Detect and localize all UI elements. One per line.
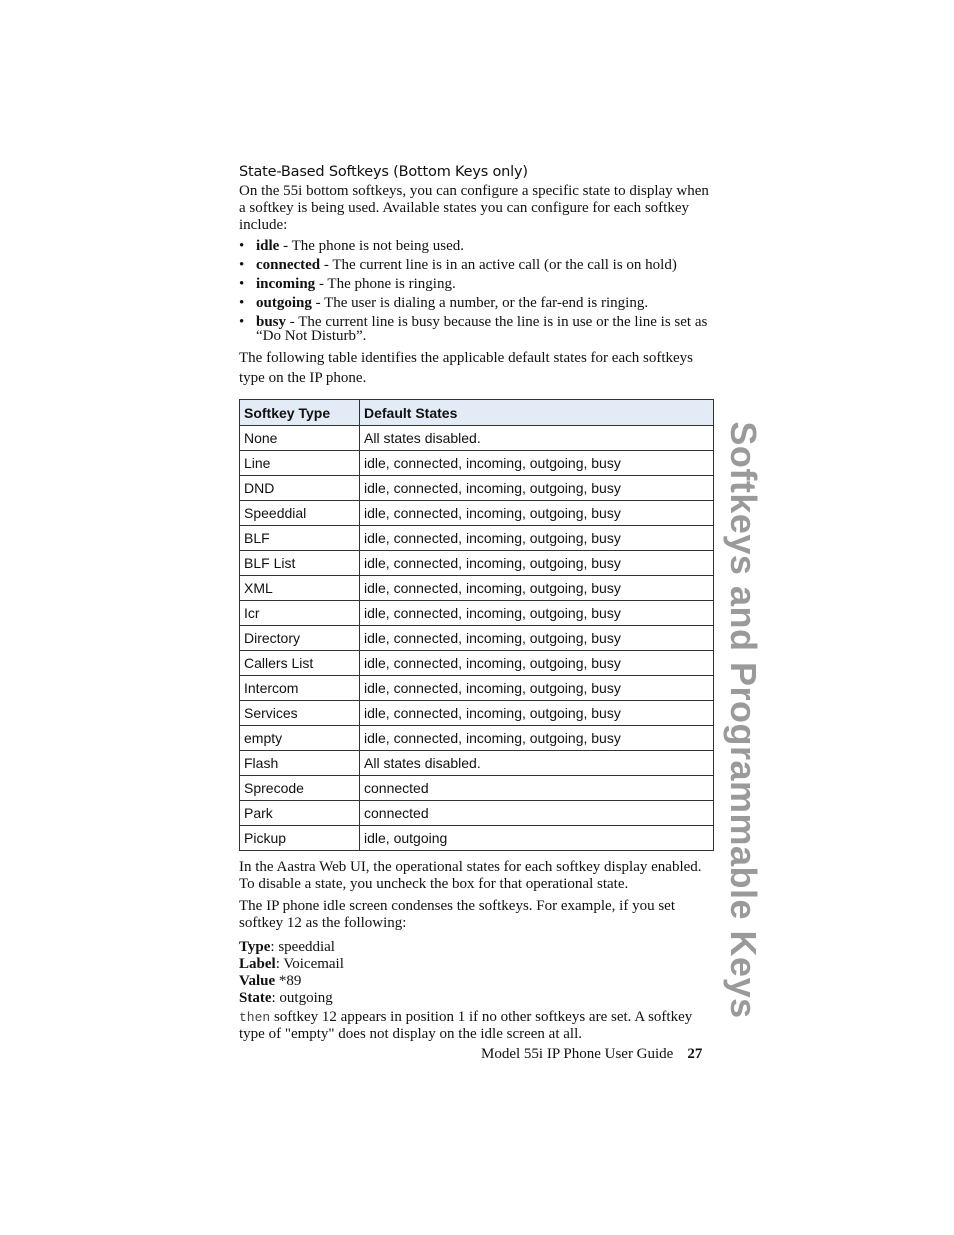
softkey-type-cell: BLF List: [240, 551, 360, 576]
default-states-cell: All states disabled.: [360, 426, 714, 451]
softkey-type-cell: Callers List: [240, 651, 360, 676]
table-intro: The following table identifies the applicable default states for each softkeys type on the IP phone.: [239, 350, 694, 386]
list-item: • idle - The phone is not being used.: [239, 238, 465, 254]
example-field: State: outgoing: [239, 990, 333, 1006]
softkey-type-cell: Flash: [240, 751, 360, 776]
table-row: [240, 826, 714, 851]
closing-paragraph: then softkey 12 appears in position 1 if no other softkeys are set. A softkey type of "empty" does not display on the idle screen at all.: [239, 1009, 693, 1042]
table-row: [240, 451, 714, 476]
list-item: • incoming - The phone is ringing.: [239, 276, 456, 292]
softkey-type-cell: BLF: [240, 526, 360, 551]
softkey-type-cell: Intercom: [240, 676, 360, 701]
table-row: [240, 801, 714, 826]
default-states-cell: idle, connected, incoming, outgoing, busy: [360, 451, 714, 476]
default-states-cell: idle, outgoing: [360, 826, 714, 851]
header-default-states: Default States: [360, 400, 714, 426]
page-number: 27: [687, 1046, 703, 1062]
default-states-cell: idle, connected, incoming, outgoing, busy: [360, 526, 714, 551]
default-states-cell: idle, connected, incoming, outgoing, busy: [360, 576, 714, 601]
bullet-icon: •: [239, 257, 245, 273]
chapter-side-tab: [712, 421, 774, 1019]
intro-paragraph: On the 55i bottom softkeys, you can configure a specific state to display when a softkey is being used. Available states you can configure for each softkey include:: [239, 183, 709, 233]
table-row: [240, 576, 714, 601]
table-row: [240, 601, 714, 626]
default-states-cell: idle, connected, incoming, outgoing, busy: [360, 626, 714, 651]
default-states-cell: idle, connected, incoming, outgoing, busy: [360, 501, 714, 526]
table-row: [240, 701, 714, 726]
default-states-cell: connected: [360, 776, 714, 801]
bullet-icon: •: [239, 314, 245, 330]
bullet-icon: •: [239, 276, 245, 292]
default-states-cell: connected: [360, 801, 714, 826]
softkey-type-cell: Directory: [240, 626, 360, 651]
table-row: [240, 551, 714, 576]
softkey-type-cell: empty: [240, 726, 360, 751]
table-row: [240, 751, 714, 776]
default-states-cell: idle, connected, incoming, outgoing, busy: [360, 551, 714, 576]
softkey-type-cell: Icr: [240, 601, 360, 626]
default-states-cell: idle, connected, incoming, outgoing, busy: [360, 676, 714, 701]
table-body: [240, 426, 714, 851]
table-row: [240, 651, 714, 676]
softkey-type-cell: XML: [240, 576, 360, 601]
softkey-type-cell: Line: [240, 451, 360, 476]
example-field: Label: Voicemail: [239, 956, 344, 972]
page-footer: [481, 1046, 702, 1063]
table-row: [240, 501, 714, 526]
states-list: [239, 239, 715, 343]
table-row: [240, 676, 714, 701]
table-row: [240, 426, 714, 451]
example-fields: [239, 939, 715, 1007]
table-row: [240, 476, 714, 501]
bullet-icon: •: [239, 295, 245, 311]
softkey-states-table: [239, 399, 714, 851]
softkey-type-cell: DND: [240, 476, 360, 501]
web-ui-paragraph: In the Aastra Web UI, the operational states for each softkey display enabled. To disable a state, you uncheck the box for that operational state.: [239, 859, 702, 892]
softkey-type-cell: Sprecode: [240, 776, 360, 801]
guide-title: Model 55i IP Phone User Guide: [481, 1046, 674, 1062]
list-item: • busy - The current line is busy because the line is in use or the line is set as “Do Not Disturb”.: [239, 314, 708, 344]
list-item: • outgoing - The user is dialing a number, or the far-end is ringing.: [239, 295, 649, 311]
table-row: [240, 726, 714, 751]
page-content: [239, 164, 715, 1048]
softkey-type-cell: Park: [240, 801, 360, 826]
example-field: Value *89: [239, 973, 302, 989]
table-row: [240, 526, 714, 551]
table-header-row: [240, 400, 714, 426]
default-states-cell: idle, connected, incoming, outgoing, busy: [360, 651, 714, 676]
chapter-title: Softkeys and Programmable Keys: [723, 421, 764, 1019]
bullet-icon: •: [239, 238, 245, 254]
table-row: [240, 626, 714, 651]
list-item: • connected - The current line is in an active call (or the call is on hold): [239, 257, 677, 273]
example-field: Type: speeddial: [239, 939, 335, 955]
default-states-cell: idle, connected, incoming, outgoing, busy: [360, 701, 714, 726]
table-row: [240, 776, 714, 801]
default-states-cell: idle, connected, incoming, outgoing, busy: [360, 726, 714, 751]
softkey-type-cell: Speeddial: [240, 501, 360, 526]
default-states-cell: idle, connected, incoming, outgoing, busy: [360, 476, 714, 501]
softkey-type-cell: None: [240, 426, 360, 451]
section-heading: State-Based Softkeys (Bottom Keys only): [239, 164, 528, 180]
softkey-type-cell: Services: [240, 701, 360, 726]
default-states-cell: idle, connected, incoming, outgoing, busy: [360, 601, 714, 626]
idle-screen-paragraph: The IP phone idle screen condenses the softkeys. For example, if you set softkey 12 as the following:: [239, 898, 675, 931]
header-softkey-type: Softkey Type: [240, 400, 360, 426]
default-states-cell: All states disabled.: [360, 751, 714, 776]
softkey-type-cell: Pickup: [240, 826, 360, 851]
